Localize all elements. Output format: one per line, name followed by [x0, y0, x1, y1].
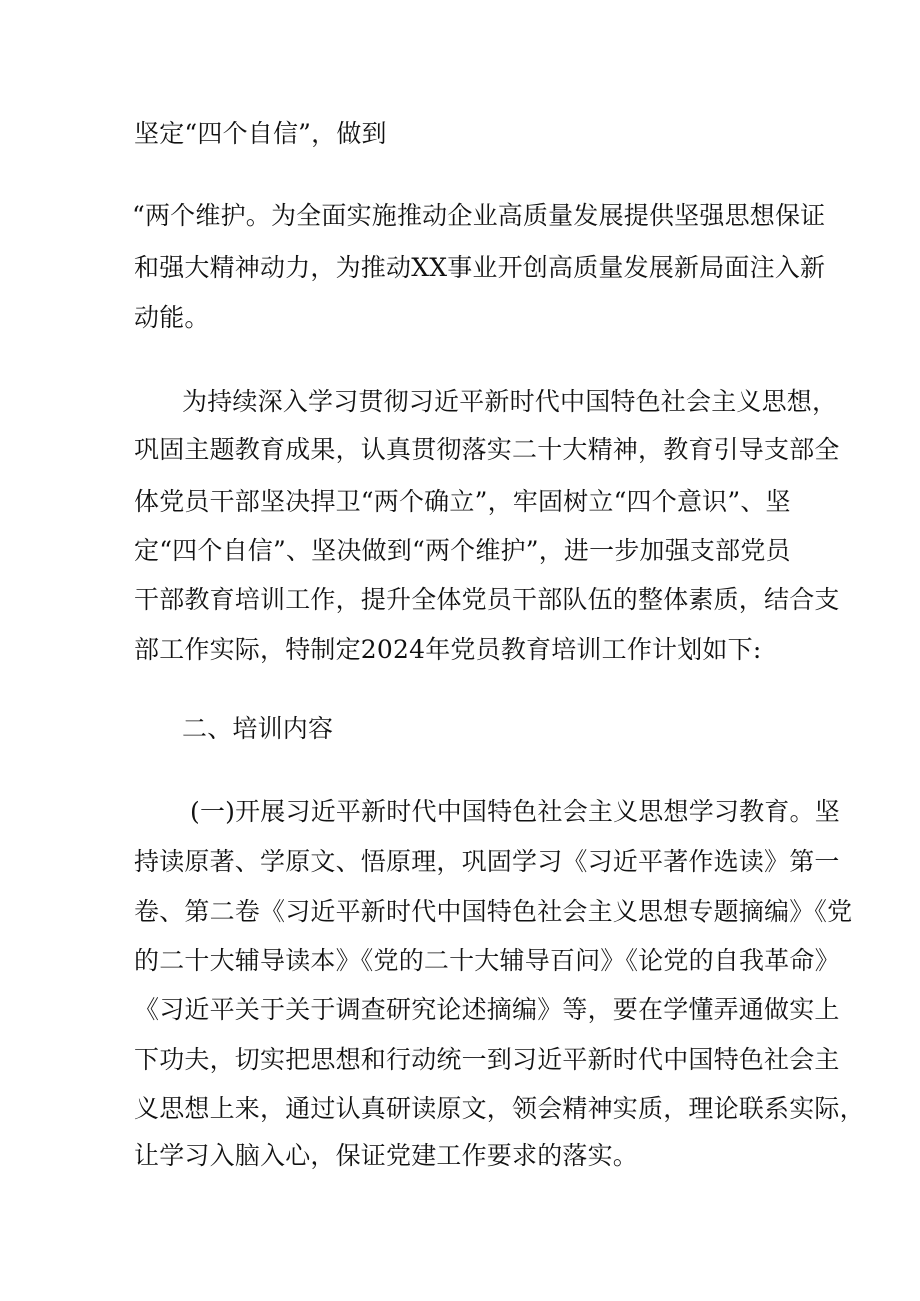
paragraph-3-line-2: 巩固主题教育成果，认真贯彻落实二十大精神，教育引导支部全 — [134, 435, 840, 464]
paragraph-2-line-2: 和强大精神动力，为推动XX事业开创高质量发展新局面注入新 — [134, 253, 826, 282]
paragraph-3-line-3: 体党员干部坚决捍卫“两个确立”，牢固树立“四个意识”、坚 — [134, 487, 791, 516]
paragraph-4-line-3: 卷、第二卷《习近平新时代中国特色社会主义思想专题摘编》《党 — [134, 897, 853, 926]
paragraph-3-line-4: 定“四个自信”、坚决做到“两个维护”，进一步加强支部党员 — [134, 536, 791, 565]
paragraph-1-line-1: 坚定“四个自信”，做到 — [134, 119, 387, 148]
paragraph-3-line-6: 部工作实际，特制定2024年党员教育培训工作计划如下: — [134, 635, 762, 664]
paragraph-4-line-8: 让学习入脑入心，保证党建工作要求的落实。 — [134, 1141, 639, 1170]
paragraph-3-line-5: 干部教育培训工作，提升全体党员干部队伍的整体素质，结合支 — [134, 585, 840, 614]
paragraph-4-line-5: 《习近平关于关于调查研究论述摘编》等，要在学懂弄通做实上 — [134, 995, 840, 1024]
paragraph-4-line-2: 持读原著、学原文、悟原理，巩固学习《习近平著作选读》第一 — [134, 847, 840, 876]
paragraph-4-line-7: 义思想上来，通过认真研读原文，领会精神实质，理论联系实际， — [134, 1094, 865, 1123]
paragraph-3-line-1: 为持续深入学习贯彻习近平新时代中国特色社会主义思想， — [182, 387, 838, 416]
section-heading-training-content: 二、培训内容 — [182, 714, 334, 743]
paragraph-4-line-6: 下功夫，切实把思想和行动统一到习近平新时代中国特色社会主 — [134, 1045, 840, 1074]
paragraph-4-line-1: (一)开展习近平新时代中国特色社会主义思想学习教育。坚 — [190, 797, 840, 826]
paragraph-2-line-1: “两个维护。为全面实施推动企业高质量发展提供坚强思想保证 — [132, 201, 826, 230]
paragraph-2-line-3: 动能。 — [134, 303, 210, 332]
paragraph-4-line-4: 的二十大辅导读本》《党的二十大辅导百问》《论党的自我革命》 — [134, 946, 840, 975]
